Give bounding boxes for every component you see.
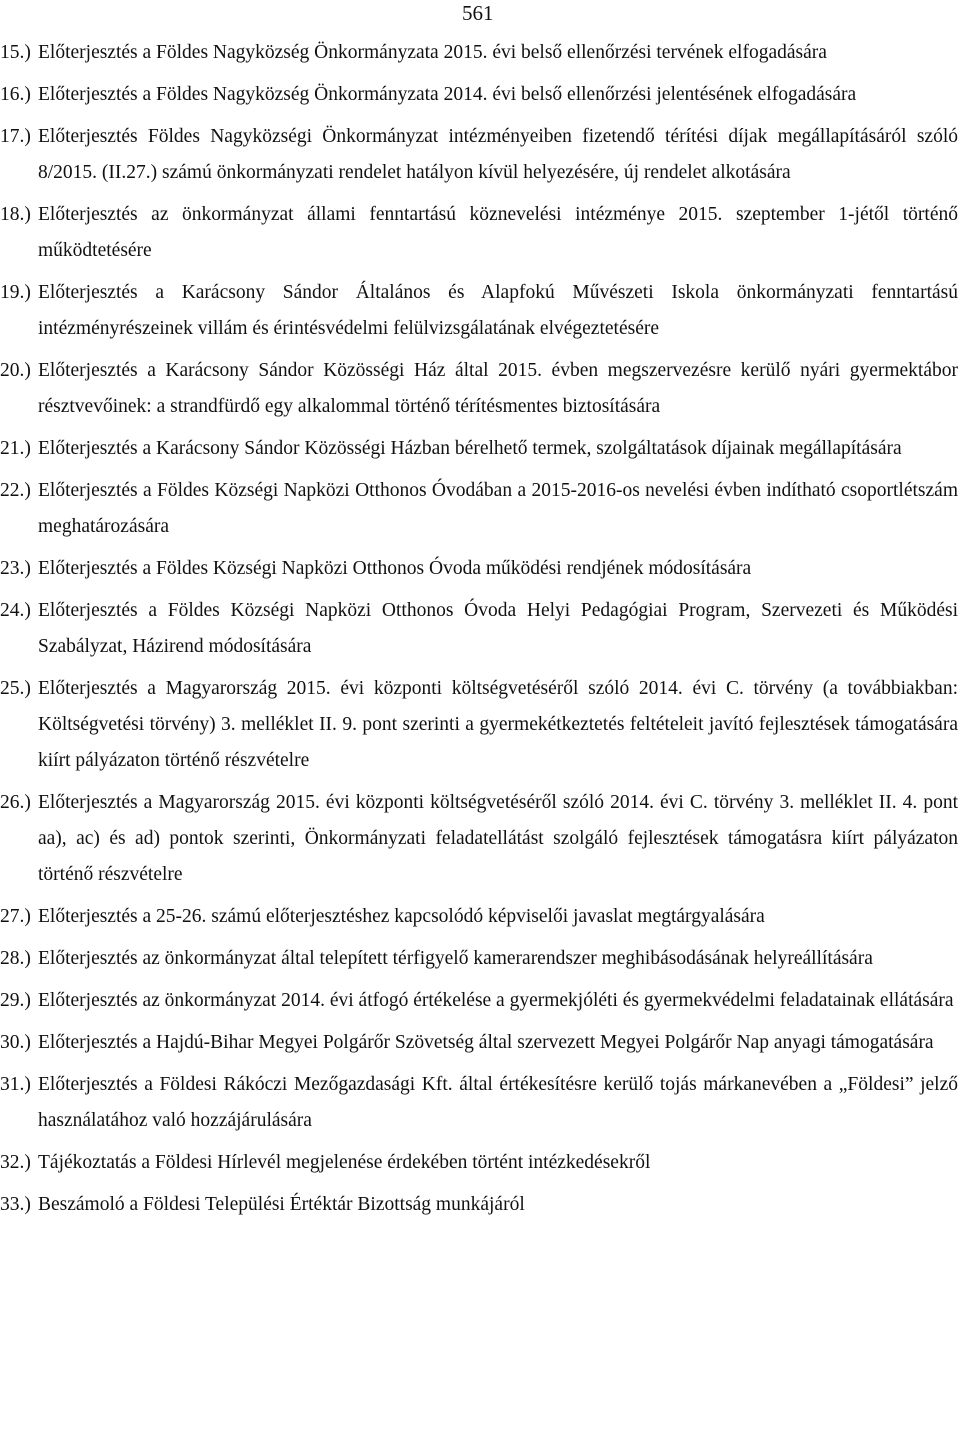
- agenda-item: [0, 431, 958, 467]
- item-text: Előterjesztés a Karácsony Sándor Általános és Alapfokú Művészeti Iskola önkormányzati fenntartású intézményrészeinek villám és érintésvédelmi felülvizsgálatának elvégeztetésére: [38, 282, 958, 339]
- agenda-item: [0, 983, 958, 1019]
- item-number: 18.): [0, 204, 31, 225]
- item-text: Előterjesztés a Magyarország 2015. évi központi költségvetéséről szóló 2014. évi C. törvény 3. melléklet II. 4. pont aa), ac) és ad) pontok szerinti, Önkormányzati feladatellátást szolgáló fejlesztések támogatásra kiírt pályázaton történő részvételre: [38, 792, 958, 885]
- item-number: 21.): [0, 438, 31, 459]
- agenda-item: [0, 1145, 958, 1181]
- item-number: 19.): [0, 282, 31, 303]
- agenda-list: [0, 35, 958, 1229]
- agenda-item: [0, 671, 958, 779]
- page-number: 561: [462, 1, 494, 25]
- item-number: 30.): [0, 1032, 31, 1053]
- agenda-item: [0, 353, 958, 425]
- item-number: 26.): [0, 792, 31, 813]
- item-text: Beszámoló a Földesi Települési Értéktár Bizottság munkájáról: [38, 1194, 525, 1215]
- item-number: 25.): [0, 678, 31, 699]
- agenda-item: [0, 785, 958, 893]
- item-text: Előterjesztés a Földesi Rákóczi Mezőgazdasági Kft. által értékesítésre kerülő tojás márkanevében a „Földesi” jelző használatához való hozzájárulására: [38, 1074, 958, 1131]
- agenda-item: [0, 899, 958, 935]
- agenda-item: [0, 197, 958, 269]
- item-number: 20.): [0, 360, 31, 381]
- item-text: Előterjesztés az önkormányzat által telepített térfigyelő kamerarendszer meghibásodásának helyreállítására: [38, 948, 873, 969]
- item-number: 28.): [0, 948, 31, 969]
- item-number: 27.): [0, 906, 31, 927]
- agenda-item: [0, 35, 958, 71]
- item-text: Előterjesztés a Földes Községi Napközi Otthonos Óvodában a 2015-2016-os nevelési évben indítható csoportlétszám meghatározására: [38, 480, 958, 537]
- item-number: 16.): [0, 84, 31, 105]
- agenda-item: [0, 1067, 958, 1139]
- item-text: Előterjesztés a Földes Községi Napközi Otthonos Óvoda működési rendjének módosítására: [38, 558, 752, 579]
- item-number: 29.): [0, 990, 31, 1011]
- item-number: 15.): [0, 42, 31, 63]
- agenda-item: [0, 275, 958, 347]
- agenda-item: [0, 551, 958, 587]
- item-text: Előterjesztés a 25-26. számú előterjesztéshez kapcsolódó képviselői javaslat megtárgyalására: [38, 906, 765, 927]
- item-number: 31.): [0, 1074, 31, 1095]
- item-text: Előterjesztés a Magyarország 2015. évi központi költségvetéséről szóló 2014. évi C. törvény (a továbbiakban: Költségvetési törvény) 3. melléklet II. 9. pont szerinti a gyermekétkeztetés feltételeit javító fejlesztések támogatására kiírt pályázaton történő részvételre: [38, 678, 958, 771]
- item-text: Előterjesztés az önkormányzat állami fenntartású köznevelési intézménye 2015. szeptember 1-jétől történő működtetésére: [38, 204, 958, 261]
- agenda-item: [0, 593, 958, 665]
- agenda-item: [0, 941, 958, 977]
- agenda-item: [0, 1025, 958, 1061]
- item-text: Tájékoztatás a Földesi Hírlevél megjelenése érdekében történt intézkedésekről: [38, 1152, 651, 1173]
- item-text: Előterjesztés Földes Nagyközségi Önkormányzat intézményeiben fizetendő térítési díjak megállapításáról szóló 8/2015. (II.27.) számú önkormányzati rendelet hatályon kívül helyezésére, új rendelet alkotására: [38, 126, 958, 183]
- item-text: Előterjesztés a Földes Nagyközség Önkormányzata 2014. évi belső ellenőrzési jelentésének elfogadására: [38, 84, 857, 105]
- agenda-item: [0, 119, 958, 191]
- item-text: Előterjesztés a Földes Községi Napközi Otthonos Óvoda Helyi Pedagógiai Program, Szervezeti és Működési Szabályzat, Házirend módosítására: [38, 600, 958, 657]
- item-number: 23.): [0, 558, 31, 579]
- item-text: Előterjesztés az önkormányzat 2014. évi átfogó értékelése a gyermekjóléti és gyermekvédelmi feladatainak ellátására: [38, 990, 954, 1011]
- item-text: Előterjesztés a Karácsony Sándor Közösségi Házban bérelhető termek, szolgáltatások díjainak megállapítására: [38, 438, 902, 459]
- item-number: 22.): [0, 480, 31, 501]
- item-text: Előterjesztés a Hajdú-Bihar Megyei Polgárőr Szövetség által szervezett Megyei Polgárőr Nap anyagi támogatására: [38, 1032, 934, 1053]
- item-number: 33.): [0, 1194, 31, 1215]
- item-number: 24.): [0, 600, 31, 621]
- agenda-item: [0, 473, 958, 545]
- item-number: 32.): [0, 1152, 31, 1173]
- agenda-item: [0, 77, 958, 113]
- item-number: 17.): [0, 126, 31, 147]
- item-text: Előterjesztés a Karácsony Sándor Közösségi Ház által 2015. évben megszervezésre kerülő nyári gyermektábor résztvevőinek: a strandfürdő egy alkalommal történő térítésmentes biztosítására: [38, 360, 958, 417]
- agenda-item: [0, 1187, 958, 1223]
- item-text: Előterjesztés a Földes Nagyközség Önkormányzata 2015. évi belső ellenőrzési tervének elfogadására: [38, 42, 827, 63]
